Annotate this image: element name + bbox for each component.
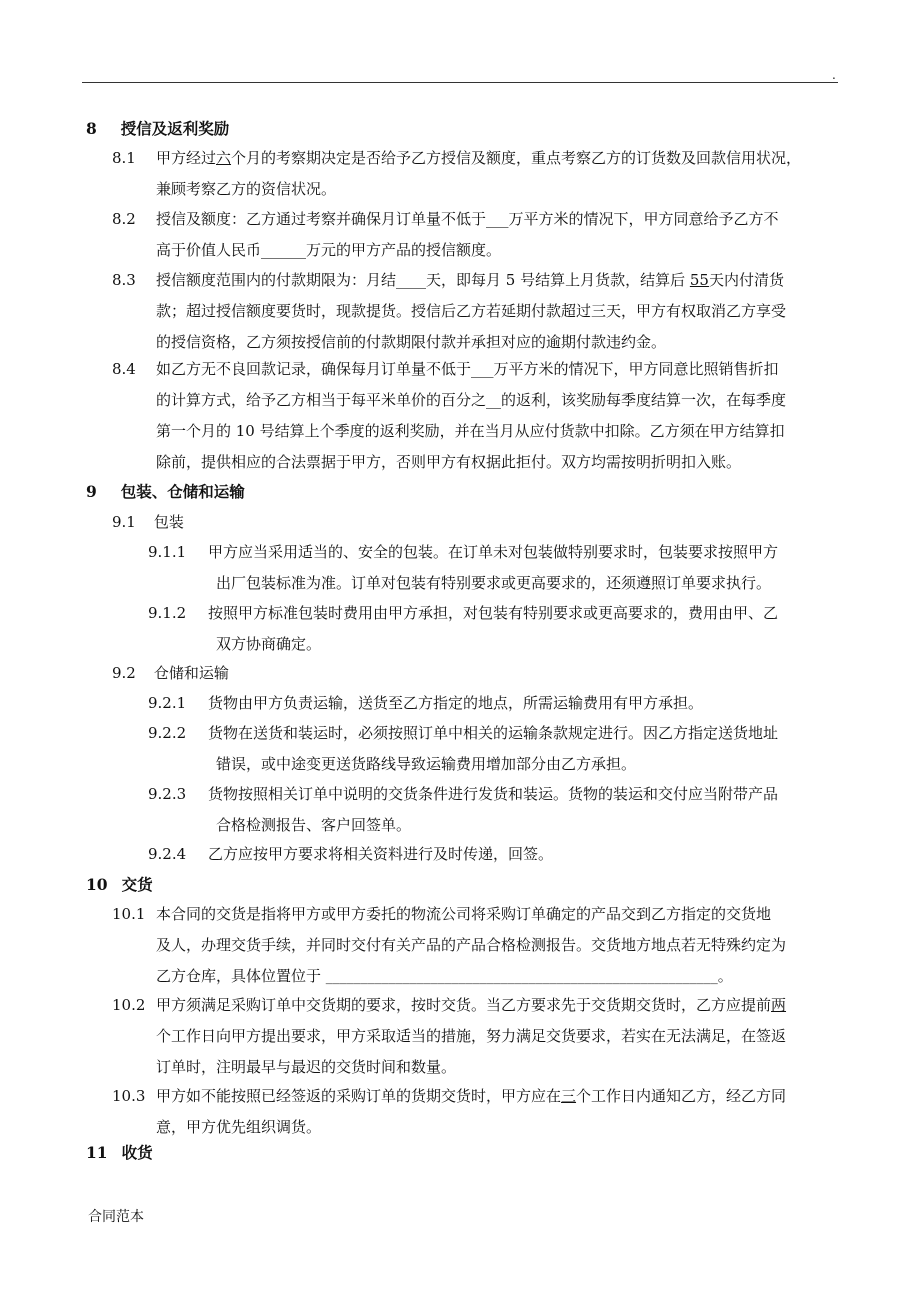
clause-9-2-3: 货物按照相关订单中说明的交货条件进行发货和装运。货物的装运和交付应当附带产品 合格检测报告、客户回签单。	[208, 785, 779, 834]
section-number: 10	[86, 875, 108, 894]
clause-8-2: 授信及额度：乙方通过考察并确保月订单量不低于___万平方米的情况下，甲方同意给予乙方不 高于价值人民币______万元的甲方产品的授信额度。	[156, 210, 779, 259]
clause-9-1-1-number: 9.1.1	[148, 543, 187, 561]
clause-9-2-1: 货物由甲方负责运输，送货至乙方指定的地点，所需运输费用有甲方承担。	[208, 694, 704, 712]
clause-9-2-1-number: 9.2.1	[148, 694, 187, 712]
clause-8-4: 如乙方无不良回款记录，确保每月订单量不低于___万平方米的情况下，甲方同意比照销售折扣 的计算方式，给予乙方相当于每平米单价的百分之__的返利，该奖励每季度结算一次，在每季度 第一个月的 10 号结算上个季度的返利奖励，并在当月从应付货款中扣除。乙方须在甲方结算扣 除前，提供相应的合法票据于甲方，否则甲方有权据此拒付。双方均需按明折明扣入账。	[156, 360, 787, 471]
underlined-value: 三	[561, 1087, 577, 1105]
section-10-heading	[86, 869, 153, 900]
section-title: 收货	[121, 1143, 153, 1162]
clause-9-2-4-number: 9.2.4	[148, 845, 187, 863]
underlined-value: 两	[771, 996, 787, 1014]
section-number: 8	[86, 119, 97, 138]
clause-10-1: 本合同的交货是指将甲方或甲方委托的物流公司将采购订单确定的产品交到乙方指定的交货地 及人，办理交货手续，并同时交付有关产品的产品合格检测报告。交货地方地点若无特殊约定为 乙方仓库，具体位置位于 ________________________________________________________。	[156, 905, 787, 985]
footer-text: 合同范本	[88, 1209, 144, 1225]
section-9-heading	[86, 476, 245, 507]
clause-9-2-3-number: 9.2.3	[148, 785, 187, 803]
clause-8-2-number: 8.2	[112, 210, 136, 228]
clause-10-1-number: 10.1	[112, 905, 146, 923]
section-title: 授信及返利奖励	[120, 119, 230, 138]
section-title: 包装、仓储和运输	[120, 482, 245, 501]
section-number: 11	[86, 1143, 108, 1162]
clause-9-2-2-number: 9.2.2	[148, 724, 187, 742]
clause-8-3-number: 8.3	[112, 271, 136, 289]
clause-8-1: 甲方经过六个月的考察期决定是否给予乙方授信及额度，重点考察乙方的订货数及回款信用状况， 兼顾考察乙方的资信状况。	[156, 149, 802, 198]
clause-8-4-number: 8.4	[112, 360, 136, 378]
clause-10-3-number: 10.3	[112, 1087, 146, 1105]
header-rule	[82, 82, 838, 83]
clause-10-2: 甲方须满足采购订单中交货期的要求，按时交货。当乙方要求先于交货期交货时，乙方应提前两 个工作日向甲方提出要求，甲方采取适当的措施，努力满足交货要求，若实在无法满足，在签返 订单时，注明最早与最迟的交货时间和数量。	[156, 996, 787, 1076]
subsection-9-2: 9.2 仓储和运输	[112, 664, 229, 682]
address-blank: ________________________________________________________	[325, 969, 718, 985]
clause-10-2-number: 10.2	[112, 996, 146, 1014]
subsection-9-1: 9.1 包装	[112, 513, 184, 531]
clause-8-3: 授信额度范围内的付款期限为：月结____天，即每月 5 号结算上月货款，结算后 55天内付清货 款；超过授信额度要货时，现款提货。授信后乙方若延期付款超过三天，甲方有权取消乙方享受 的授信资格，乙方须按授信前的付款期限付款并承担对应的逾期付款违约金。	[156, 271, 787, 351]
section-title: 交货	[121, 875, 153, 894]
clause-10-3: 甲方如不能按照已经签返的采购订单的货期交货时，甲方应在三个工作日内通知乙方，经乙方同 意，甲方优先组织调货。	[156, 1087, 787, 1136]
clause-9-1-1: 甲方应当采用适当的、安全的包装。在订单未对包装做特别要求时，包装要求按照甲方 出厂包装标准为准。订单对包装有特别要求或更高要求的，还须遵照订单要求执行。	[208, 543, 779, 592]
clause-9-1-2-number: 9.1.2	[148, 604, 187, 622]
clause-9-1-2: 按照甲方标准包装时费用由甲方承担，对包装有特别要求或更高要求的，费用由甲、乙 双方协商确定。	[208, 604, 779, 653]
underlined-value: 55	[689, 271, 709, 289]
header-dot: .	[832, 68, 836, 82]
section-8-heading	[86, 113, 229, 144]
clause-9-2-4: 乙方应按甲方要求将相关资料进行及时传递，回签。	[208, 845, 554, 863]
section-11-heading	[86, 1137, 153, 1168]
section-number: 9	[86, 482, 97, 501]
clause-8-1-number: 8.1	[112, 149, 136, 167]
underlined-value: 六	[216, 149, 232, 167]
clause-9-2-2: 货物在送货和装运时，必须按照订单中相关的运输条款规定进行。因乙方指定送货地址 错误，或中途变更送货路线导致运输费用增加部分由乙方承担。	[208, 724, 779, 773]
